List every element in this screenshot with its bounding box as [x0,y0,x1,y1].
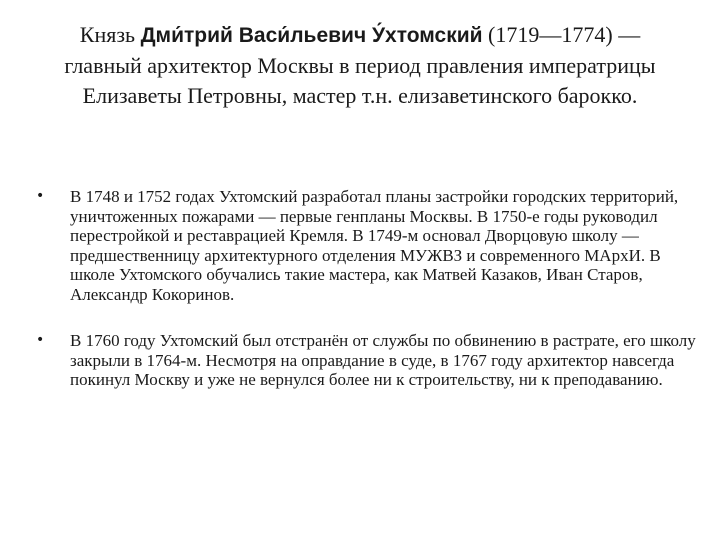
title-description: (1719—1774) — главный архитектор Москвы в период правления императрицы Елизаветы Петровны, мастер т.н. елизаветинского барокко. [64,22,656,108]
bullet-text-1: В 1748 и 1752 годах Ухтомский разработал планы застройки городских территорий, уничтоженных пожарами — первые генпланы Москвы. В 1750-е годы руководил перестройкой и реставрацией Кремля. В 1749-м основал Дворцовую школу — предшественницу архитектурного отделения МУЖВЗ и современного МАрхИ. В школе Ухтомского обучались такие мастера, как Матвей Казаков, Иван Старов, Александр Кокоринов. [70,187,679,304]
bullet-list [36,187,696,390]
bullet-text-2: В 1760 году Ухтомский был отстранён от службы по обвинению в растрате, его школу закрыли в 1764-м. Несмотря на оправдание в суде, в 1767 году архитектор навсегда покинул Москву и уже не вернулся более ни к строительству, ни к преподаванию. [70,331,696,389]
bullet-marker: • [36,332,45,348]
title-prefix: Князь [79,22,141,47]
bullet-marker: • [36,188,45,204]
bullet-item-2 [36,331,696,390]
bullet-item-1 [36,187,696,304]
title-person-name: Дми́трий Васи́льевич У́хтомский [140,24,483,47]
slide-title [40,20,680,111]
